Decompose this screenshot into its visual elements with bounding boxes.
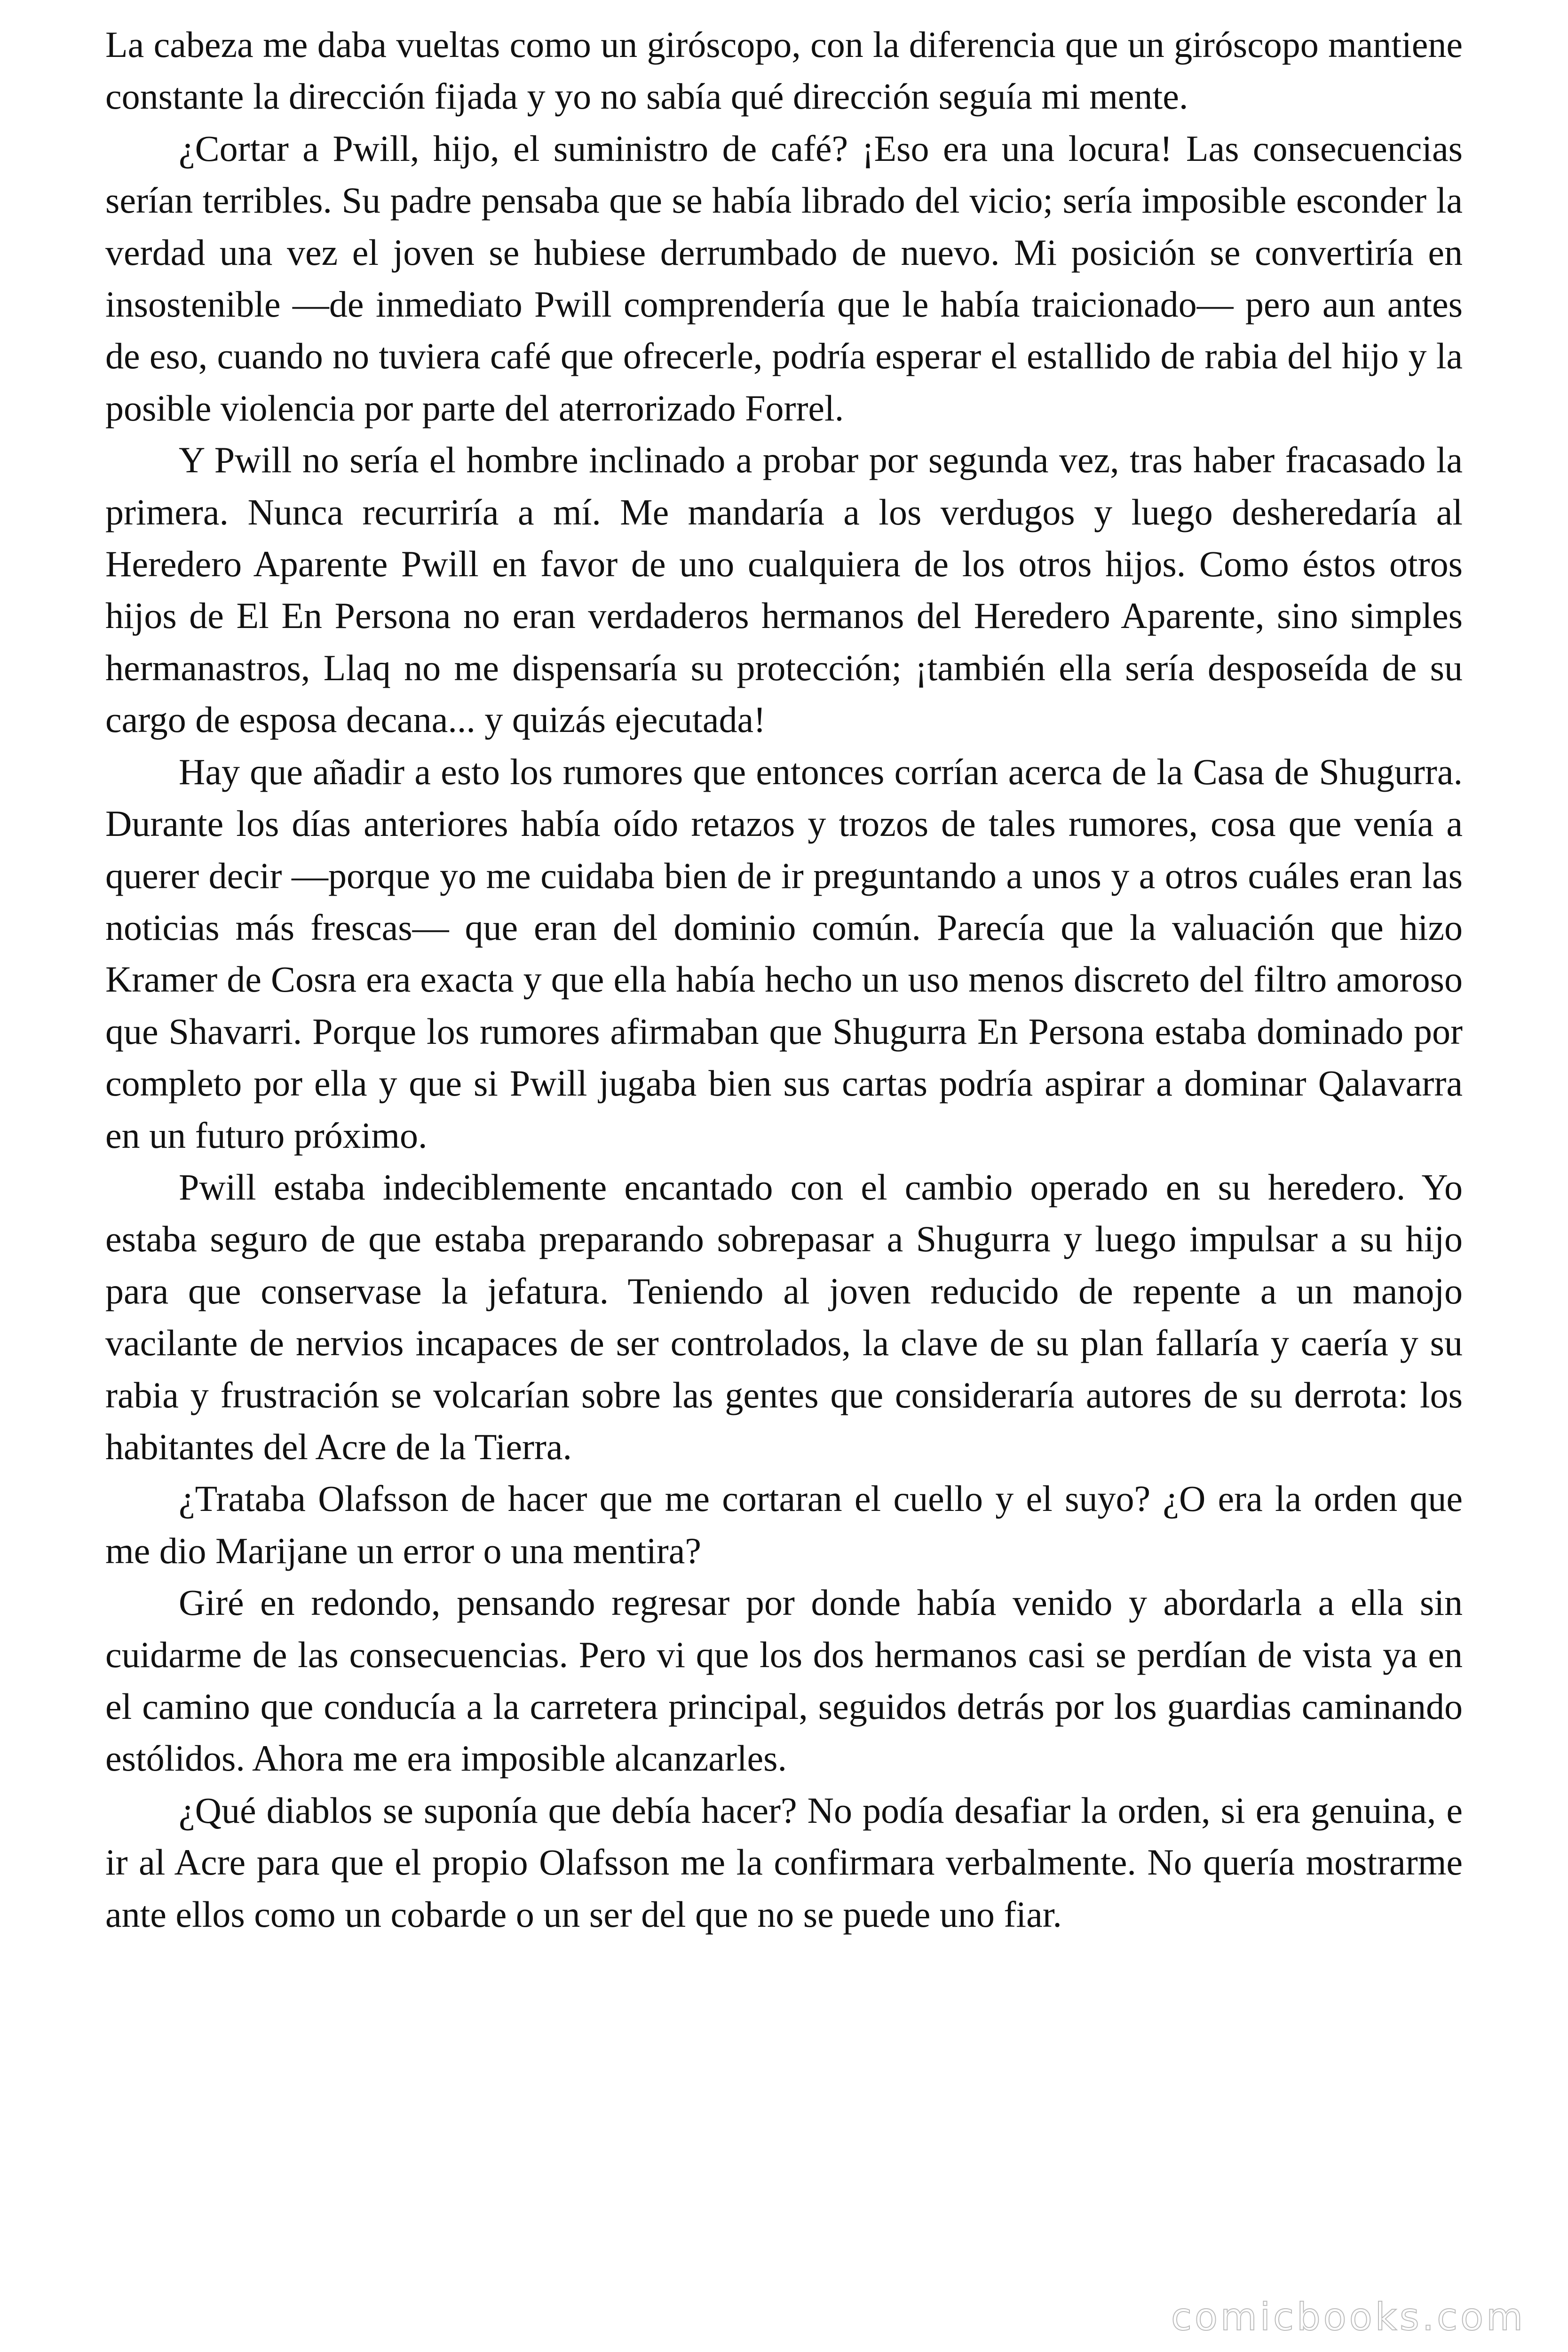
paragraph-8: ¿Qué diablos se suponía que debía hacer? No podía desafiar la orden, si era genuina, e ir al Acre para que el propio Olafsson me la confirmara verbalmente. No quería mostrarme ante ellos como un cobarde o un ser del que no se puede uno fiar. xyxy=(105,1789,1463,1935)
page-text xyxy=(105,19,1463,1940)
paragraph-1: La cabeza me daba vueltas como un giróscopo, con la diferencia que un giróscopo mantiene constante la dirección fijada y yo no sabía qué dirección seguía mi mente. xyxy=(105,24,1463,117)
paragraph-7: Giré en redondo, pensando regresar por donde había venido y abordarla a ella sin cuidarme de las consecuencias. Pero vi que los dos hermanos casi se perdían de vista ya en el camino que conducía a la carretera principal, seguidos detrás por los guardias caminando estólidos. Ahora me era imposible alcanzarles. xyxy=(105,1582,1463,1779)
paragraph-6: ¿Trataba Olafsson de hacer que me cortaran el cuello y el suyo? ¿O era la orden que me dio Marijane un error o una mentira? xyxy=(105,1478,1463,1571)
paragraph-5: Pwill estaba indeciblemente encantado con el cambio operado en su heredero. Yo estaba seguro de que estaba preparando sobrepasar a Shugurra y luego impulsar a su hijo para que conservase la jefatura. Teniendo al joven reducido de repente a un manojo vacilante de nervios incapaces de ser controlados, la clave de su plan fallaría y caería y su rabia y frustración se volcarían sobre las gentes que consideraría autores de su derrota: los habitantes del Acre de la Tierra. xyxy=(105,1166,1463,1467)
paragraph-3: Y Pwill no sería el hombre inclinado a probar por segunda vez, tras haber fracasado la primera. Nunca recurriría a mí. Me mandaría a los verdugos y luego desheredaría al Heredero Aparente Pwill en favor de uno cualquiera de los otros hijos. Como éstos otros hijos de El En Persona no eran verdaderos hermanos del Heredero Aparente, sino simples hermanastros, Llaq no me dispensaría su protección; ¡también ella sería desposeída de su cargo de esposa decana... y quizás ejecutada! xyxy=(105,439,1463,740)
paragraph-4: Hay que añadir a esto los rumores que entonces corrían acerca de la Casa de Shugurra. Durante los días anteriores había oído retazos y trozos de tales rumores, cosa que venía a querer decir —porque yo me cuidaba bien de ir preguntando a unos y a otros cuáles eran las noticias más frescas— que eran del dominio común. Parecía que la valuación que hizo Kramer de Cosra era exacta y que ella había hecho un uso menos discreto del filtro amoroso que Shavarri. Porque los rumores afirmaban que Shugurra En Persona estaba dominado por completo por ella y que si Pwill jugaba bien sus cartas podría aspirar a dominar Qalavarra en un futuro próximo. xyxy=(105,751,1463,1156)
watermark: comicbooks.com xyxy=(1171,2295,1526,2339)
paragraph-2: ¿Cortar a Pwill, hijo, el suministro de café? ¡Eso era una locura! Las consecuencias serían terribles. Su padre pensaba que se había librado del vicio; sería imposible esconder la verdad una vez el joven se hubiese derrumbado de nuevo. Mi posición se convertiría en insostenible —de inmediato Pwill comprendería que le había traicionado— pero aun antes de eso, cuando no tuviera café que ofrecerle, podría esperar el estallido de rabia del hijo y la posible violencia por parte del aterrorizado Forrel. xyxy=(105,127,1463,429)
